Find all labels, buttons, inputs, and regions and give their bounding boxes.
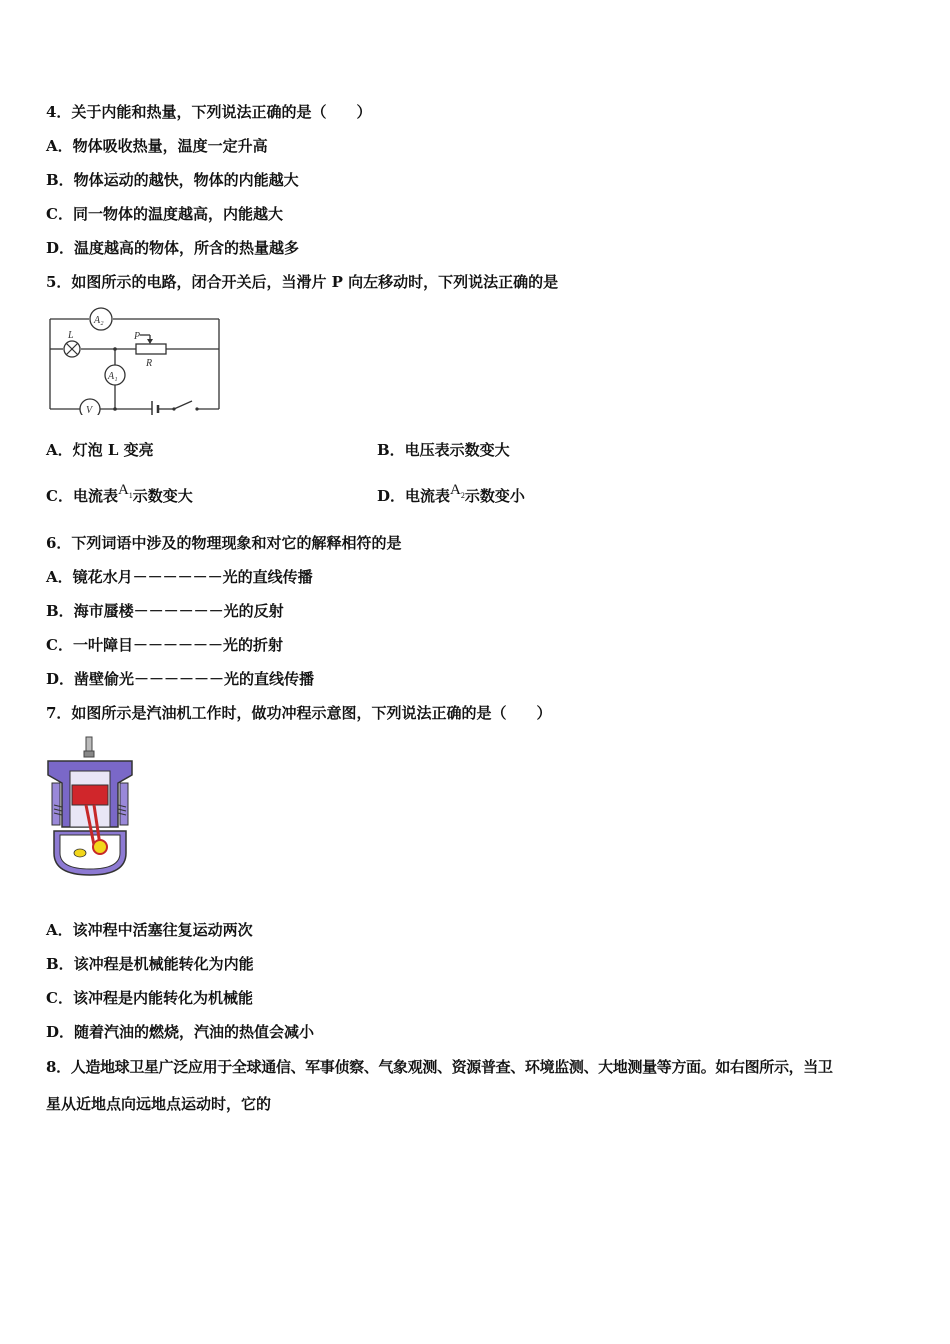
q5-option-b: B．电压表示数变大 (377, 441, 510, 459)
label-a2: A₂ (94, 315, 104, 326)
q5-option-c-prefix: C．电流表 (46, 487, 118, 505)
q5-option-d-prefix: D．电流表 (377, 487, 451, 505)
label-r: R (146, 358, 153, 369)
q8-stem-line1: 8．人造地球卫星广泛应用于全球通信、军事侦察、气象观测、资源普查、环境监测、大地测量等方面。如右图所示，当卫 (46, 1058, 833, 1076)
piston-icon (72, 785, 108, 805)
engine-power-stroke-diagram (44, 735, 136, 877)
q5-circuit-diagram (44, 305, 229, 415)
label-l: L (68, 330, 74, 341)
q6-option-a: A．镜花水月－－－－－－光的直线传播 (46, 568, 313, 586)
q5-stem: 5．如图所示的电路，闭合开关后，当滑片 P 向左移动时，下列说法正确的是 (46, 273, 559, 291)
q6-stem: 6．下列词语中涉及的物理现象和对它的解释相符的是 (46, 534, 402, 552)
q8-stem-line2: 星从近地点向远地点运动时，它的 (46, 1095, 272, 1113)
q4-option-c: C．同一物体的温度越高，内能越大 (46, 205, 283, 223)
q5-option-c (46, 482, 193, 509)
q6-option-d: D．凿壁偷光－－－－－－光的直线传播 (46, 670, 315, 688)
q5-option-c-suffix: 示数变大 (132, 487, 193, 505)
q7-stem: 7．如图所示是汽油机工作时，做功冲程示意图，下列说法正确的是（ ） (46, 704, 552, 722)
label-p: P (134, 331, 141, 342)
slider-arrow-icon (147, 339, 153, 344)
q7-option-c: C．该冲程是内能转化为机械能 (46, 989, 253, 1007)
q6-option-c: C．一叶障目－－－－－－光的折射 (46, 636, 283, 654)
q4-option-d: D．温度越高的物体，所含的热量越多 (46, 239, 300, 257)
label-v: V (86, 405, 93, 415)
q4-stem: 4．关于内能和热量，下列说法正确的是（ ） (46, 103, 372, 121)
label-a1: A₁ (108, 371, 118, 382)
q5-option-a: A．灯泡 L 变亮 (46, 441, 154, 459)
q5-option-d (377, 482, 525, 509)
q6-option-b: B．海市蜃楼－－－－－－光的反射 (46, 602, 284, 620)
q4-option-a: A．物体吸收热量，温度一定升高 (46, 137, 268, 155)
q5-option-d-suffix: 示数变小 (464, 487, 525, 505)
crankshaft-icon (93, 840, 107, 854)
ammeter-a2-symbol: $A_2$ (450, 482, 465, 500)
q7-option-b: B．该冲程是机械能转化为内能 (46, 955, 254, 973)
q4-option-b: B．物体运动的越快，物体的内能越大 (46, 171, 299, 189)
q7-option-a: A．该冲程中活塞往复运动两次 (46, 921, 253, 939)
ammeter-a1-symbol: $A_1$ (117, 482, 133, 500)
q7-option-d: D．随着汽油的燃烧，汽油的热值会减小 (46, 1023, 315, 1041)
